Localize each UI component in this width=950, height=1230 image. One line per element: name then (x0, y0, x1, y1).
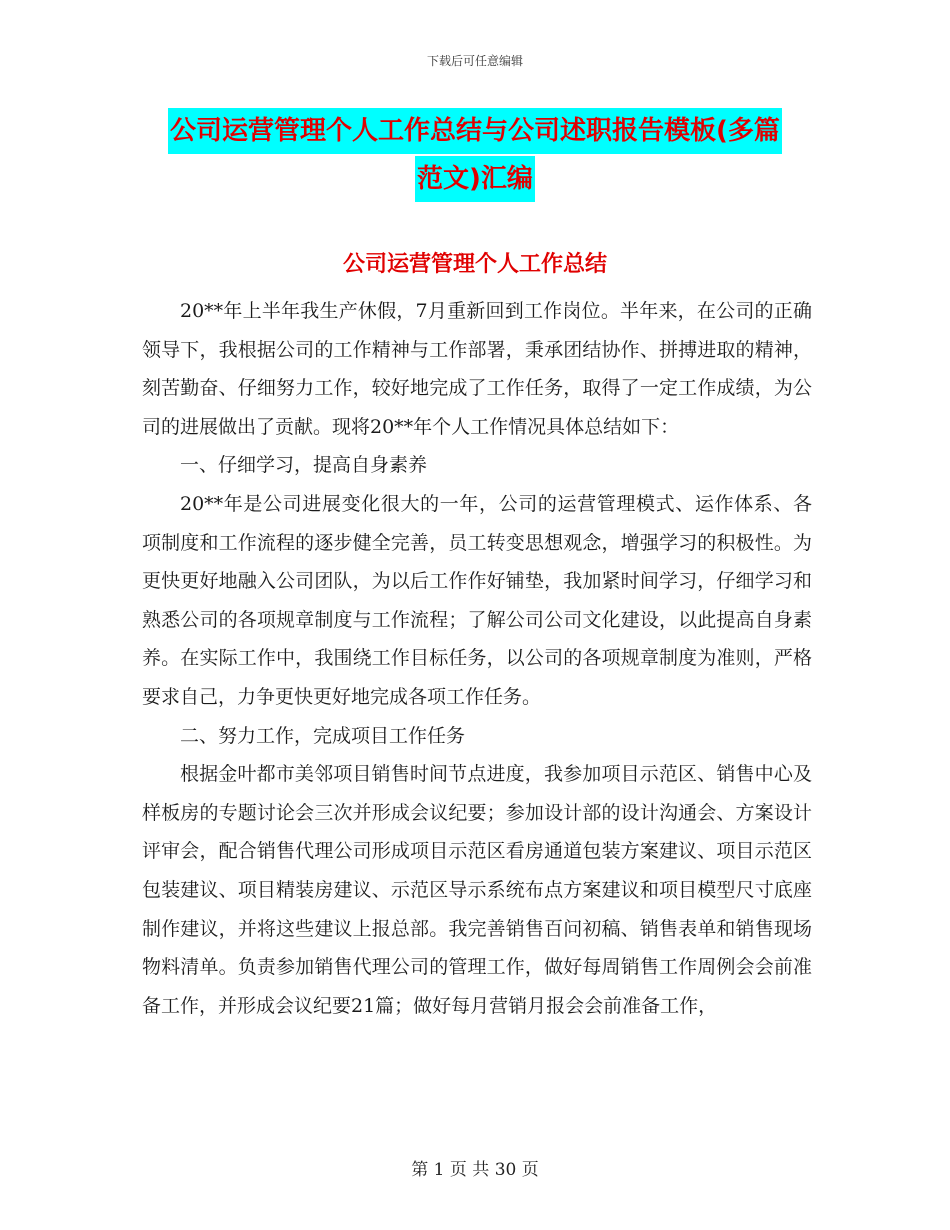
paragraph: 根据金叶都市美邻项目销售时间节点进度，我参加项目示范区、销售中心及样板房的专题讨论会三次并形成会议纪要；参加设计部的设计沟通会、方案设计评审会，配合销售代理公司形成项目示范区看房通道包装方案建议、项目示范区包装建议、项目精装房建议、示范区导示系统布点方案建议和项目模型尺寸底座制作建议，并将这些建议上报总部。我完善销售百问初稿、销售表单和销售现场物料清单。负责参加销售代理公司的管理工作，做好每周销售工作周例会会前准备工作，并形成会议纪要21篇；做好每月营销月报会会前准备工作， (142, 763, 812, 1017)
document-title-line-1: 公司运营管理个人工作总结与公司述职报告模板(多篇 (168, 108, 782, 154)
header-note: 下载后可任意编辑 (426, 54, 523, 68)
section-title: 公司运营管理个人工作总结 (342, 252, 607, 277)
document-title-line-2: 范文)汇编 (415, 156, 535, 202)
paragraph-heading: 一、仔细学习，提高自身素养 (180, 454, 428, 477)
body-text (142, 292, 812, 1025)
page-footer: 第 1 页 共 30 页 (411, 1160, 539, 1180)
paragraph: 20**年是公司进展变化很大的一年，公司的运营管理模式、运作体系、各项制度和工作流程的逐步健全完善，员工转变思想观念，增强学习的积极性。为更快更好地融入公司团队，为以后工作作好铺垫，我加紧时间学习，仔细学习和熟悉公司的各项规章制度与工作流程；了解公司公司文化建设，以此提高自身素养。在实际工作中，我围绕工作目标任务，以公司的各项规章制度为准则，严格要求自己，力争更快更好地完成各项工作任务。 (142, 492, 812, 708)
document-title (0, 108, 950, 202)
paragraph: 20**年上半年我生产休假，7月重新回到工作岗位。半年来，在公司的正确领导下，我根据公司的工作精神与工作部署，秉承团结协作、拼搏进取的精神，刻苦勤奋、仔细努力工作，较好地完成了工作任务，取得了一定工作成绩，为公司的进展做出了贡献。现将20**年个人工作情况具体总结如下： (142, 300, 812, 438)
paragraph-heading: 二、努力工作，完成项目工作任务 (180, 724, 466, 747)
